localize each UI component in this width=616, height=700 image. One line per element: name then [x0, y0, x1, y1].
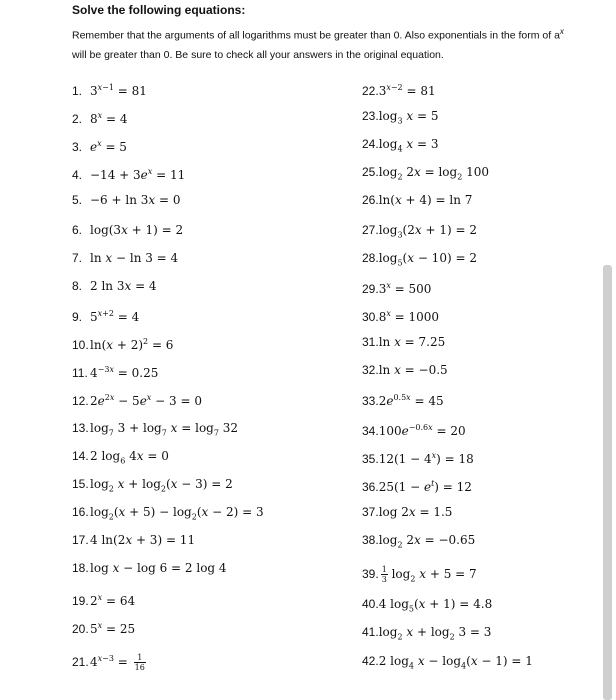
page-title: Solve the following equations: — [72, 3, 246, 17]
problem-number: 40. — [362, 597, 379, 611]
problem-equation: $100e^{-0.6x} = 20$ — [378, 423, 466, 438]
left-problem-18 — [72, 560, 227, 576]
problem-equation: $8^x = 4$ — [90, 111, 128, 126]
problem-equation: 2 $\log_4 x - \log_4(x - 1) = 1$ — [378, 654, 533, 671]
problem-number: 4. — [72, 168, 83, 182]
problem-number: 36. — [362, 480, 379, 494]
problem-number: 42. — [362, 654, 379, 668]
right-problem-36 — [362, 476, 472, 495]
problem-number: 23. — [362, 109, 379, 123]
problem-number: 17. — [72, 533, 89, 547]
problem-number: 1. — [72, 84, 83, 98]
left-problem-10 — [72, 334, 173, 353]
problem-number: 21. — [72, 655, 89, 669]
left-problem-4 — [72, 164, 185, 183]
problem-equation: −6 + ln 3x = 0 — [90, 193, 181, 207]
instructions-line-2: will be greater than 0. Be sure to check all your answers in the original equation. — [72, 48, 444, 61]
problem-number: 12. — [72, 394, 89, 408]
problem-equation: $4^{x-3}$ = $\frac{1}{16}$ — [90, 653, 145, 672]
problem-equation: ln x − ln 3 = 4 — [90, 251, 179, 265]
problem-equation: $2e^{2x} - 5e^x - 3 = 0$ — [90, 393, 202, 408]
problem-number: 5. — [72, 193, 83, 207]
problem-number: 35. — [362, 452, 379, 466]
right-problem-23 — [362, 108, 438, 129]
problem-equation: $\log_4 x = 3$ — [378, 137, 439, 154]
problem-number: 7. — [72, 251, 83, 265]
right-problem-41 — [362, 624, 491, 645]
left-problem-6 — [72, 222, 183, 238]
left-problem-8 — [72, 278, 157, 294]
problem-number: 16. — [72, 505, 89, 519]
problem-equation: $\log_7 3 + \log_7 x = \log_7 32$ — [90, 421, 239, 438]
left-problem-2 — [72, 108, 127, 127]
problem-number: 30. — [362, 310, 379, 324]
problem-number: 3. — [72, 140, 83, 154]
problem-number: 38. — [362, 533, 379, 547]
problem-equation: $3^{x-1} = 81$ — [90, 83, 147, 98]
problem-number: 29. — [362, 282, 379, 296]
problem-equation: 4 ln(2x + 3) = 11 — [90, 533, 196, 547]
problem-equation: $\log_2 x + \log_2(x - 3) = 2$ — [90, 477, 233, 494]
problem-number: 9. — [72, 310, 83, 324]
problem-number: 39. — [362, 567, 379, 581]
problem-equation: $5^{x+2} = 4$ — [90, 309, 140, 324]
left-problem-9 — [72, 306, 139, 325]
left-problem-11 — [72, 362, 158, 381]
problem-equation: ln x = −0.5 — [378, 363, 448, 377]
problem-number: 18. — [72, 561, 89, 575]
right-problem-29 — [362, 278, 431, 297]
problem-equation: $8^x = 1000$ — [378, 309, 440, 324]
problem-equation: $25(1 - e^t) = 12$ — [378, 479, 472, 494]
problem-equation: 2 $\log_6 4x = 0$ — [90, 449, 169, 466]
problem-number: 32. — [362, 363, 379, 377]
problem-equation: $\frac{1}{3}$ $\log_2 x + 5 = 7$ — [381, 565, 477, 584]
right-problem-34 — [362, 420, 466, 439]
problem-equation: $4^{-3x} = 0.25$ — [90, 365, 159, 380]
problem-equation: $\log_2(x + 5) - \log_2(x - 2) = 3$ — [90, 505, 264, 522]
scrollbar[interactable] — [603, 265, 612, 700]
problem-equation: $\log_2 2x = \log_2 100$ — [378, 165, 490, 182]
problem-equation: log 2x = 1.5 — [378, 505, 453, 519]
problem-equation: $-14 + 3e^x = 11$ — [90, 167, 186, 182]
right-problem-30 — [362, 306, 439, 325]
problem-number: 41. — [362, 625, 379, 639]
instructions-superscript: x — [559, 27, 564, 36]
left-problem-7 — [72, 250, 178, 266]
problem-number: 27. — [362, 223, 379, 237]
problem-equation: $\log_3 x = 5$ — [378, 109, 439, 126]
left-problem-5 — [72, 192, 181, 208]
problem-number: 28. — [362, 251, 379, 265]
right-problem-27 — [362, 222, 477, 243]
right-problem-32 — [362, 362, 448, 378]
problem-number: 26. — [362, 193, 379, 207]
problem-equation: $3^x = 500$ — [378, 281, 432, 296]
problem-equation: 2 ln 3x = 4 — [90, 279, 157, 293]
left-problem-3 — [72, 136, 127, 155]
left-problem-17 — [72, 532, 195, 548]
problem-equation: $3^{x-2} = 81$ — [378, 83, 436, 98]
left-problem-16 — [72, 504, 264, 525]
right-problem-22 — [362, 80, 436, 99]
problem-equation: $\log_2 x + \log_2 3 = 3$ — [378, 625, 492, 642]
right-problem-25 — [362, 164, 489, 185]
problem-equation: $2^x = 64$ — [90, 593, 136, 608]
problem-equation: ln x = 7.25 — [378, 335, 446, 349]
problem-number: 10. — [72, 338, 89, 352]
problem-number: 37. — [362, 505, 379, 519]
right-problem-28 — [362, 250, 477, 271]
problem-equation: $2e^{0.5x} = 45$ — [378, 393, 444, 408]
problem-number: 8. — [72, 279, 83, 293]
left-problem-21 — [72, 651, 146, 672]
problem-number: 11. — [72, 366, 88, 380]
instructions-line-1: Remember that the arguments of all logarithms must be greater than 0. Also exponentials in the form of a — [72, 29, 560, 42]
left-problem-12 — [72, 390, 202, 409]
right-problem-33 — [362, 390, 444, 409]
problem-equation: log(3x + 1) = 2 — [90, 223, 184, 237]
problem-number: 14. — [72, 449, 89, 463]
left-problem-14 — [72, 448, 169, 469]
problem-number: 20. — [72, 622, 89, 636]
right-problem-24 — [362, 136, 438, 157]
right-problem-40 — [362, 596, 492, 617]
fraction: $\frac{1}{3}$ — [381, 565, 387, 584]
problem-number: 33. — [362, 394, 379, 408]
left-problem-20 — [72, 618, 135, 637]
problem-equation: 4 $\log_5(x + 1) = 4.8$ — [378, 597, 493, 614]
problem-equation: $5^x = 25$ — [90, 621, 136, 636]
problem-equation: $\ln(x + 2)^2 = 6$ — [90, 337, 174, 352]
right-problem-35 — [362, 448, 474, 467]
problem-number: 13. — [72, 421, 89, 435]
right-problem-39 — [362, 565, 477, 587]
problem-number: 31. — [362, 335, 379, 349]
problem-equation: $e^x = 5$ — [90, 139, 127, 154]
right-problem-42 — [362, 653, 533, 674]
left-problem-13 — [72, 420, 238, 441]
problem-number: 2. — [72, 112, 83, 126]
left-problem-1 — [72, 80, 147, 99]
fraction: $\frac{1}{16}$ — [134, 653, 145, 672]
problem-number: 19. — [72, 594, 89, 608]
problem-number: 22. — [362, 84, 379, 98]
problem-equation: $12(1 - 4^x) = 18$ — [378, 451, 474, 466]
left-problem-19 — [72, 590, 135, 609]
right-problem-38 — [362, 532, 475, 553]
left-problem-15 — [72, 476, 233, 497]
problem-number: 6. — [72, 223, 83, 237]
problem-equation: $\log_2 2x = -0.65$ — [378, 533, 476, 550]
problem-equation: $\log_5(x - 10) = 2$ — [378, 251, 477, 268]
instructions — [72, 22, 592, 65]
problem-equation: log x − log 6 = 2 log 4 — [90, 561, 227, 575]
right-problem-26 — [362, 192, 472, 208]
problem-equation: $\log_3(2x + 1) = 2$ — [378, 223, 477, 240]
right-problem-37 — [362, 504, 452, 520]
problem-number: 15. — [72, 477, 89, 491]
problem-number: 34. — [362, 424, 379, 438]
problem-equation: ln(x + 4) = ln 7 — [378, 193, 473, 207]
problem-number: 24. — [362, 137, 379, 151]
right-problem-31 — [362, 334, 445, 350]
problem-number: 25. — [362, 165, 379, 179]
